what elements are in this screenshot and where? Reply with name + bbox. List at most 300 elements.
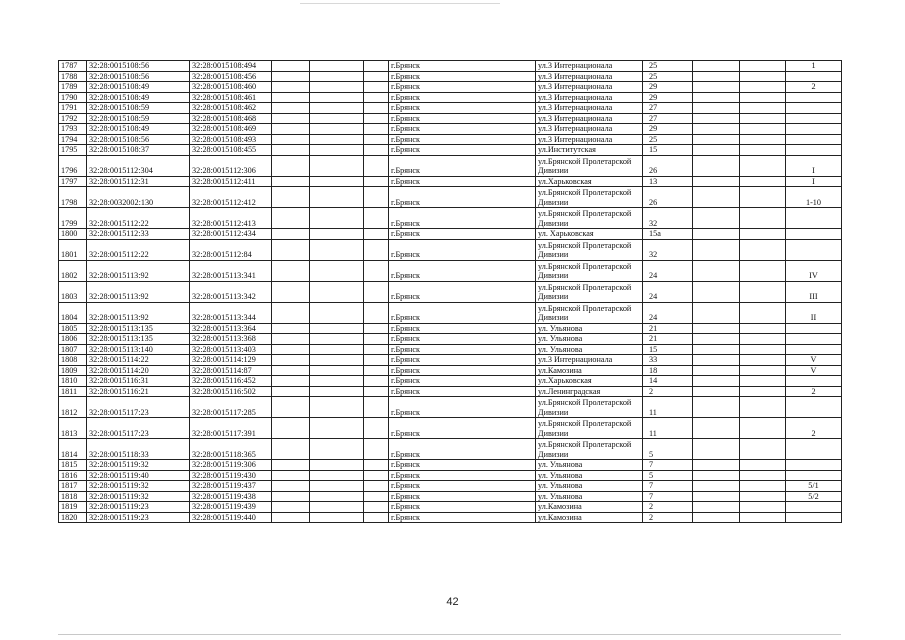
cadastral-object-cell: 32:28:0015113:403 bbox=[190, 344, 272, 355]
cadastral-object-cell: 32:28:0015116:452 bbox=[190, 376, 272, 387]
city-cell: г.Брянск bbox=[389, 187, 536, 208]
city-cell: г.Брянск bbox=[389, 460, 536, 471]
empty-cell bbox=[310, 239, 364, 260]
city-cell: г.Брянск bbox=[389, 365, 536, 376]
cadastral-parcel-cell: 32:28:0015113:92 bbox=[87, 260, 190, 281]
house-number-cell: 32 bbox=[643, 208, 693, 229]
row-number-cell: 1806 bbox=[59, 334, 87, 345]
empty-cell bbox=[310, 61, 364, 72]
table-row bbox=[59, 470, 842, 481]
row-number-cell: 1790 bbox=[59, 92, 87, 103]
empty-cell bbox=[310, 208, 364, 229]
cadastral-parcel-cell: 32:28:0015114:20 bbox=[87, 365, 190, 376]
table-row bbox=[59, 124, 842, 135]
premises-number-cell: III bbox=[786, 281, 842, 302]
empty-cell bbox=[693, 260, 740, 281]
house-number-cell: 25 bbox=[643, 71, 693, 82]
empty-cell bbox=[364, 344, 389, 355]
cadastral-parcel-cell: 32:28:0015112:304 bbox=[87, 155, 190, 176]
table-row bbox=[59, 61, 842, 72]
empty-cell bbox=[364, 355, 389, 366]
cadastral-parcel-cell: 32:28:0015108:59 bbox=[87, 113, 190, 124]
cadastral-object-cell: 32:28:0015113:342 bbox=[190, 281, 272, 302]
empty-cell bbox=[693, 229, 740, 240]
empty-cell bbox=[310, 418, 364, 439]
cadastral-parcel-cell: 32:28:0015119:23 bbox=[87, 512, 190, 523]
house-number-cell: 5 bbox=[643, 470, 693, 481]
bottom-scan-line bbox=[58, 634, 841, 635]
premises-number-cell bbox=[786, 134, 842, 145]
street-cell: ул.3 Интернационала bbox=[536, 113, 643, 124]
empty-cell bbox=[740, 187, 786, 208]
empty-cell bbox=[272, 355, 310, 366]
house-number-cell: 33 bbox=[643, 355, 693, 366]
table-row bbox=[59, 355, 842, 366]
empty-cell bbox=[272, 229, 310, 240]
city-cell: г.Брянск bbox=[389, 239, 536, 260]
empty-cell bbox=[740, 502, 786, 513]
street-cell: ул.Харьковская bbox=[536, 176, 643, 187]
premises-number-cell: IV bbox=[786, 260, 842, 281]
empty-cell bbox=[740, 470, 786, 481]
empty-cell bbox=[310, 481, 364, 492]
cadastral-object-cell: 32:28:0015108:456 bbox=[190, 71, 272, 82]
empty-cell bbox=[272, 386, 310, 397]
empty-cell bbox=[310, 176, 364, 187]
house-number-cell: 29 bbox=[643, 124, 693, 135]
premises-number-cell bbox=[786, 208, 842, 229]
street-cell: ул. Ульянова bbox=[536, 344, 643, 355]
cadastral-parcel-cell: 32:28:0015108:56 bbox=[87, 61, 190, 72]
empty-cell bbox=[310, 155, 364, 176]
row-number-cell: 1801 bbox=[59, 239, 87, 260]
empty-cell bbox=[272, 113, 310, 124]
cadastral-parcel-cell: 32:28:0015119:32 bbox=[87, 460, 190, 471]
empty-cell bbox=[740, 397, 786, 418]
street-cell: ул. Ульянова bbox=[536, 334, 643, 345]
empty-cell bbox=[693, 302, 740, 323]
row-number-cell: 1804 bbox=[59, 302, 87, 323]
city-cell: г.Брянск bbox=[389, 302, 536, 323]
premises-number-cell bbox=[786, 512, 842, 523]
row-number-cell: 1800 bbox=[59, 229, 87, 240]
cadastral-object-cell: 32:28:0015112:84 bbox=[190, 239, 272, 260]
empty-cell bbox=[693, 365, 740, 376]
row-number-cell: 1805 bbox=[59, 323, 87, 334]
empty-cell bbox=[693, 124, 740, 135]
table-row bbox=[59, 239, 842, 260]
empty-cell bbox=[693, 418, 740, 439]
empty-cell bbox=[693, 61, 740, 72]
row-number-cell: 1797 bbox=[59, 176, 87, 187]
empty-cell bbox=[693, 344, 740, 355]
empty-cell bbox=[740, 281, 786, 302]
house-number-cell: 15 bbox=[643, 145, 693, 156]
house-number-cell: 25 bbox=[643, 134, 693, 145]
empty-cell bbox=[310, 302, 364, 323]
empty-cell bbox=[693, 439, 740, 460]
premises-number-cell: 2 bbox=[786, 418, 842, 439]
cadastral-object-cell: 32:28:0015112:412 bbox=[190, 187, 272, 208]
row-number-cell: 1791 bbox=[59, 103, 87, 114]
table-row bbox=[59, 491, 842, 502]
cadastral-object-cell: 32:28:0015112:411 bbox=[190, 176, 272, 187]
premises-number-cell: 2 bbox=[786, 386, 842, 397]
street-cell: ул. Ульянова bbox=[536, 323, 643, 334]
empty-cell bbox=[272, 187, 310, 208]
table-row bbox=[59, 481, 842, 492]
cadastral-object-cell: 32:28:0015108:494 bbox=[190, 61, 272, 72]
premises-number-cell bbox=[786, 145, 842, 156]
row-number-cell: 1808 bbox=[59, 355, 87, 366]
street-cell: ул. Ульянова bbox=[536, 481, 643, 492]
house-number-cell: 7 bbox=[643, 481, 693, 492]
house-number-cell: 15 bbox=[643, 344, 693, 355]
street-cell: ул.Брянской Пролетарской Дивизии bbox=[536, 302, 643, 323]
city-cell: г.Брянск bbox=[389, 134, 536, 145]
house-number-cell: 14 bbox=[643, 376, 693, 387]
cadastral-parcel-cell: 32:28:0032002:130 bbox=[87, 187, 190, 208]
cadastral-parcel-cell: 32:28:0015108:56 bbox=[87, 134, 190, 145]
empty-cell bbox=[693, 397, 740, 418]
city-cell: г.Брянск bbox=[389, 376, 536, 387]
street-cell: ул.Брянской Пролетарской Дивизии bbox=[536, 208, 643, 229]
street-cell: ул.Харьковская bbox=[536, 376, 643, 387]
city-cell: г.Брянск bbox=[389, 439, 536, 460]
cadastral-object-cell: 32:28:0015108:455 bbox=[190, 145, 272, 156]
empty-cell bbox=[364, 470, 389, 481]
cadastral-object-cell: 32:28:0015112:306 bbox=[190, 155, 272, 176]
row-number-cell: 1819 bbox=[59, 502, 87, 513]
row-number-cell: 1788 bbox=[59, 71, 87, 82]
empty-cell bbox=[272, 439, 310, 460]
city-cell: г.Брянск bbox=[389, 124, 536, 135]
row-number-cell: 1787 bbox=[59, 61, 87, 72]
registry-sheet bbox=[58, 60, 841, 523]
empty-cell bbox=[740, 460, 786, 471]
cadastral-object-cell: 32:28:0015112:434 bbox=[190, 229, 272, 240]
row-number-cell: 1811 bbox=[59, 386, 87, 397]
cadastral-parcel-cell: 32:28:0015112:22 bbox=[87, 239, 190, 260]
cadastral-parcel-cell: 32:28:0015108:59 bbox=[87, 103, 190, 114]
row-number-cell: 1807 bbox=[59, 344, 87, 355]
empty-cell bbox=[310, 113, 364, 124]
cadastral-object-cell: 32:28:0015114:87 bbox=[190, 365, 272, 376]
empty-cell bbox=[740, 512, 786, 523]
empty-cell bbox=[740, 134, 786, 145]
street-cell: ул.Институтская bbox=[536, 145, 643, 156]
city-cell: г.Брянск bbox=[389, 92, 536, 103]
empty-cell bbox=[693, 239, 740, 260]
empty-cell bbox=[693, 512, 740, 523]
table-row bbox=[59, 376, 842, 387]
city-cell: г.Брянск bbox=[389, 176, 536, 187]
premises-number-cell: I bbox=[786, 155, 842, 176]
city-cell: г.Брянск bbox=[389, 113, 536, 124]
empty-cell bbox=[310, 281, 364, 302]
premises-number-cell: 5/1 bbox=[786, 481, 842, 492]
cadastral-parcel-cell: 32:28:0015116:21 bbox=[87, 386, 190, 397]
empty-cell bbox=[364, 302, 389, 323]
street-cell: ул.Брянской Пролетарской Дивизии bbox=[536, 418, 643, 439]
row-number-cell: 1792 bbox=[59, 113, 87, 124]
empty-cell bbox=[364, 92, 389, 103]
city-cell: г.Брянск bbox=[389, 418, 536, 439]
empty-cell bbox=[310, 344, 364, 355]
cadastral-object-cell: 32:28:0015108:493 bbox=[190, 134, 272, 145]
table-row bbox=[59, 134, 842, 145]
empty-cell bbox=[740, 355, 786, 366]
table-row bbox=[59, 103, 842, 114]
house-number-cell: 15а bbox=[643, 229, 693, 240]
page-number: 42 bbox=[446, 596, 459, 608]
cadastral-parcel-cell: 32:28:0015112:22 bbox=[87, 208, 190, 229]
empty-cell bbox=[740, 229, 786, 240]
street-cell: ул.Брянской Пролетарской Дивизии bbox=[536, 155, 643, 176]
table-row bbox=[59, 502, 842, 513]
empty-cell bbox=[272, 92, 310, 103]
house-number-cell: 2 bbox=[643, 386, 693, 397]
house-number-cell: 13 bbox=[643, 176, 693, 187]
table-row bbox=[59, 512, 842, 523]
street-cell: ул.Ленинградская bbox=[536, 386, 643, 397]
premises-number-cell bbox=[786, 460, 842, 471]
table-row bbox=[59, 113, 842, 124]
street-cell: ул.Брянской Пролетарской Дивизии bbox=[536, 397, 643, 418]
house-number-cell: 21 bbox=[643, 323, 693, 334]
city-cell: г.Брянск bbox=[389, 260, 536, 281]
empty-cell bbox=[310, 229, 364, 240]
city-cell: г.Брянск bbox=[389, 155, 536, 176]
empty-cell bbox=[272, 208, 310, 229]
empty-cell bbox=[310, 397, 364, 418]
empty-cell bbox=[310, 124, 364, 135]
premises-number-cell bbox=[786, 334, 842, 345]
empty-cell bbox=[310, 334, 364, 345]
cadastral-parcel-cell: 32:28:0015108:49 bbox=[87, 92, 190, 103]
empty-cell bbox=[364, 113, 389, 124]
cadastral-parcel-cell: 32:28:0015119:40 bbox=[87, 470, 190, 481]
empty-cell bbox=[364, 155, 389, 176]
street-cell: ул.Брянской Пролетарской Дивизии bbox=[536, 239, 643, 260]
empty-cell bbox=[364, 61, 389, 72]
cadastral-object-cell: 32:28:0015113:368 bbox=[190, 334, 272, 345]
house-number-cell: 5 bbox=[643, 439, 693, 460]
street-cell: ул. Харьковская bbox=[536, 229, 643, 240]
row-number-cell: 1789 bbox=[59, 82, 87, 93]
premises-number-cell: I bbox=[786, 176, 842, 187]
table-row bbox=[59, 176, 842, 187]
empty-cell bbox=[740, 481, 786, 492]
street-cell: ул. Ульянова bbox=[536, 491, 643, 502]
city-cell: г.Брянск bbox=[389, 281, 536, 302]
table-row bbox=[59, 187, 842, 208]
empty-cell bbox=[364, 260, 389, 281]
empty-cell bbox=[364, 512, 389, 523]
cadastral-object-cell: 32:28:0015119:437 bbox=[190, 481, 272, 492]
premises-number-cell bbox=[786, 397, 842, 418]
house-number-cell: 11 bbox=[643, 397, 693, 418]
street-cell: ул.Брянской Пролетарской Дивизии bbox=[536, 439, 643, 460]
cadastral-object-cell: 32:28:0015108:469 bbox=[190, 124, 272, 135]
premises-number-cell bbox=[786, 470, 842, 481]
cadastral-parcel-cell: 32:28:0015112:31 bbox=[87, 176, 190, 187]
cadastral-parcel-cell: 32:28:0015108:56 bbox=[87, 71, 190, 82]
table-row bbox=[59, 323, 842, 334]
empty-cell bbox=[310, 376, 364, 387]
row-number-cell: 1799 bbox=[59, 208, 87, 229]
table-row bbox=[59, 334, 842, 345]
empty-cell bbox=[364, 365, 389, 376]
row-number-cell: 1802 bbox=[59, 260, 87, 281]
row-number-cell: 1794 bbox=[59, 134, 87, 145]
table-row bbox=[59, 82, 842, 93]
empty-cell bbox=[272, 481, 310, 492]
empty-cell bbox=[272, 502, 310, 513]
registry-table bbox=[58, 60, 842, 523]
empty-cell bbox=[364, 376, 389, 387]
table-row bbox=[59, 365, 842, 376]
cadastral-parcel-cell: 32:28:0015113:92 bbox=[87, 281, 190, 302]
empty-cell bbox=[740, 92, 786, 103]
empty-cell bbox=[740, 176, 786, 187]
empty-cell bbox=[740, 113, 786, 124]
empty-cell bbox=[740, 103, 786, 114]
house-number-cell: 29 bbox=[643, 82, 693, 93]
empty-cell bbox=[364, 397, 389, 418]
empty-cell bbox=[693, 334, 740, 345]
empty-cell bbox=[310, 82, 364, 93]
empty-cell bbox=[272, 134, 310, 145]
premises-number-cell bbox=[786, 103, 842, 114]
cadastral-parcel-cell: 32:28:0015108:49 bbox=[87, 82, 190, 93]
empty-cell bbox=[740, 323, 786, 334]
empty-cell bbox=[272, 344, 310, 355]
premises-number-cell bbox=[786, 502, 842, 513]
premises-number-cell bbox=[786, 229, 842, 240]
cadastral-parcel-cell: 32:28:0015108:49 bbox=[87, 124, 190, 135]
cadastral-object-cell: 32:28:0015118:365 bbox=[190, 439, 272, 460]
empty-cell bbox=[364, 439, 389, 460]
empty-cell bbox=[310, 502, 364, 513]
city-cell: г.Брянск bbox=[389, 344, 536, 355]
street-cell: ул.3 Интернационала bbox=[536, 124, 643, 135]
house-number-cell: 7 bbox=[643, 491, 693, 502]
house-number-cell: 24 bbox=[643, 302, 693, 323]
row-number-cell: 1796 bbox=[59, 155, 87, 176]
row-number-cell: 1817 bbox=[59, 481, 87, 492]
table-row bbox=[59, 71, 842, 82]
cadastral-object-cell: 32:28:0015108:461 bbox=[190, 92, 272, 103]
row-number-cell: 1795 bbox=[59, 145, 87, 156]
house-number-cell: 24 bbox=[643, 281, 693, 302]
cadastral-parcel-cell: 32:28:0015113:92 bbox=[87, 302, 190, 323]
city-cell: г.Брянск bbox=[389, 145, 536, 156]
empty-cell bbox=[364, 334, 389, 345]
empty-cell bbox=[364, 418, 389, 439]
empty-cell bbox=[693, 103, 740, 114]
empty-cell bbox=[310, 386, 364, 397]
house-number-cell: 18 bbox=[643, 365, 693, 376]
street-cell: ул.Брянской Пролетарской Дивизии bbox=[536, 187, 643, 208]
empty-cell bbox=[740, 334, 786, 345]
table-row bbox=[59, 281, 842, 302]
table-row bbox=[59, 145, 842, 156]
table-row bbox=[59, 260, 842, 281]
empty-cell bbox=[272, 334, 310, 345]
empty-cell bbox=[310, 134, 364, 145]
cadastral-object-cell: 32:28:0015119:306 bbox=[190, 460, 272, 471]
empty-cell bbox=[693, 281, 740, 302]
house-number-cell: 32 bbox=[643, 239, 693, 260]
empty-cell bbox=[310, 355, 364, 366]
empty-cell bbox=[310, 145, 364, 156]
house-number-cell: 11 bbox=[643, 418, 693, 439]
empty-cell bbox=[364, 124, 389, 135]
empty-cell bbox=[364, 386, 389, 397]
empty-cell bbox=[272, 302, 310, 323]
empty-cell bbox=[740, 260, 786, 281]
city-cell: г.Брянск bbox=[389, 397, 536, 418]
empty-cell bbox=[693, 386, 740, 397]
premises-number-cell bbox=[786, 71, 842, 82]
cadastral-object-cell: 32:28:0015112:413 bbox=[190, 208, 272, 229]
city-cell: г.Брянск bbox=[389, 323, 536, 334]
premises-number-cell bbox=[786, 113, 842, 124]
empty-cell bbox=[740, 376, 786, 387]
table-row bbox=[59, 92, 842, 103]
empty-cell bbox=[272, 470, 310, 481]
empty-cell bbox=[272, 491, 310, 502]
premises-number-cell bbox=[786, 376, 842, 387]
top-scan-line bbox=[300, 3, 500, 4]
empty-cell bbox=[310, 92, 364, 103]
cadastral-object-cell: 32:28:0015108:460 bbox=[190, 82, 272, 93]
house-number-cell: 29 bbox=[643, 92, 693, 103]
empty-cell bbox=[693, 155, 740, 176]
street-cell: ул.3 Интернационала bbox=[536, 103, 643, 114]
empty-cell bbox=[272, 418, 310, 439]
empty-cell bbox=[310, 491, 364, 502]
empty-cell bbox=[364, 145, 389, 156]
cadastral-parcel-cell: 32:28:0015118:33 bbox=[87, 439, 190, 460]
empty-cell bbox=[693, 481, 740, 492]
city-cell: г.Брянск bbox=[389, 82, 536, 93]
empty-cell bbox=[740, 124, 786, 135]
house-number-cell: 26 bbox=[643, 187, 693, 208]
row-number-cell: 1803 bbox=[59, 281, 87, 302]
city-cell: г.Брянск bbox=[389, 502, 536, 513]
street-cell: ул.3 Интернационала bbox=[536, 134, 643, 145]
row-number-cell: 1793 bbox=[59, 124, 87, 135]
cadastral-object-cell: 32:28:0015113:364 bbox=[190, 323, 272, 334]
empty-cell bbox=[272, 323, 310, 334]
table-body bbox=[59, 61, 842, 523]
city-cell: г.Брянск bbox=[389, 512, 536, 523]
empty-cell bbox=[310, 365, 364, 376]
cadastral-object-cell: 32:28:0015119:440 bbox=[190, 512, 272, 523]
street-cell: ул.3 Интернационала bbox=[536, 71, 643, 82]
empty-cell bbox=[310, 439, 364, 460]
cadastral-parcel-cell: 32:28:0015117:23 bbox=[87, 418, 190, 439]
city-cell: г.Брянск bbox=[389, 103, 536, 114]
empty-cell bbox=[693, 71, 740, 82]
house-number-cell: 27 bbox=[643, 103, 693, 114]
table-row bbox=[59, 302, 842, 323]
cadastral-parcel-cell: 32:28:0015114:22 bbox=[87, 355, 190, 366]
empty-cell bbox=[740, 155, 786, 176]
city-cell: г.Брянск bbox=[389, 481, 536, 492]
